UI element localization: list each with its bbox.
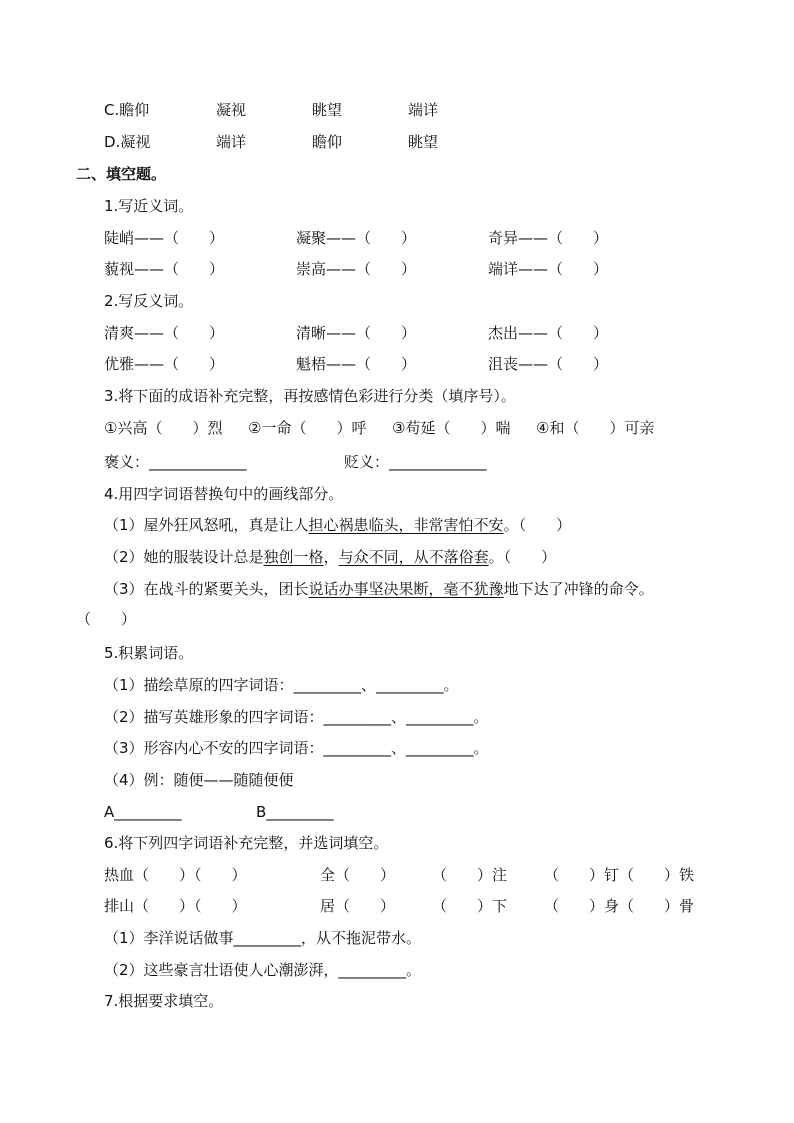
question-title: 4.用四字词语替换句中的画线部分。: [104, 485, 344, 503]
option-c-word: 端详: [408, 101, 439, 119]
sentence-text: （1）屋外狂风怒吼，真是让人: [104, 516, 309, 534]
antonym-item: 杰出——（ ）: [488, 324, 609, 342]
question-title: 3.将下面的成语补充完整，再按感情色彩进行分类（填序号）。: [104, 387, 516, 405]
option-d-word: 瞻仰: [312, 133, 343, 151]
synonym-item: 藐视——（ ）: [104, 260, 225, 278]
idiom-item: ①兴高（ ）烈: [104, 419, 223, 437]
fill-line: （2）描写英雄形象的四字词语：_________、_________。: [104, 708, 489, 726]
idiom-fill: 热血（ ）（ ）: [104, 866, 247, 884]
idiom-fill: 居（ ）: [320, 897, 396, 915]
synonym-item: 陡峭——（ ）: [104, 229, 225, 247]
fill-line: （3）形容内心不安的四字词语：_________、_________。: [104, 739, 489, 757]
antonym-item: 魁梧——（ ）: [296, 355, 417, 373]
underlined-phrase: 担心祸患临头，非常害怕不安: [308, 516, 504, 534]
synonym-item: 崇高——（ ）: [296, 260, 417, 278]
idiom-fill: 排山（ ）（ ）: [104, 897, 247, 915]
option-d-label: D.凝视: [104, 133, 151, 151]
question-title: 5.积累词语。: [104, 644, 194, 662]
underlined-phrase: 说话办事坚决果断，毫不犹豫: [308, 580, 504, 598]
antonym-item: 清晰——（ ）: [296, 324, 417, 342]
sentence-text: 。（ ）: [503, 516, 572, 534]
underlined-phrase: 独创一格: [263, 548, 324, 566]
idiom-fill: （ ）下: [432, 897, 508, 915]
sentence-text: 地下达了冲锋的命令。: [503, 580, 654, 598]
idiom-item: ④和（ ）可亲: [536, 419, 655, 437]
question-title: 1.写近义词。: [104, 197, 194, 215]
fill-blank-b: B_________: [256, 803, 334, 821]
option-d-word: 端详: [216, 133, 247, 151]
commendatory-blank: 褒义：_____________: [104, 453, 247, 471]
sentence-text: （3）在战斗的紧要关头，团长: [104, 580, 309, 598]
answer-paren: （ ）: [76, 610, 137, 628]
synonym-item: 端详——（ ）: [488, 260, 609, 278]
question-title: 6.将下列四字词语补充完整，并选词填空。: [104, 834, 389, 852]
derogatory-blank: 贬义：_____________: [344, 453, 487, 471]
question-title: 7.根据要求填空。: [104, 992, 224, 1010]
idiom-fill: 全（ ）: [320, 866, 396, 884]
sentence-1: [104, 515, 571, 535]
sentence-2: [104, 547, 556, 567]
idiom-fill: （ ）注: [432, 866, 508, 884]
fill-blank-a: A_________: [104, 803, 182, 821]
option-c-word: 凝视: [216, 101, 247, 119]
sentence-3: [104, 579, 654, 599]
antonym-item: 优雅——（ ）: [104, 355, 225, 373]
underlined-phrase: 与众不同，从不落俗套: [338, 548, 489, 566]
option-d-word: 眺望: [408, 133, 439, 151]
question-title: 2.写反义词。: [104, 292, 194, 310]
example-line: （4）例：随便——随随便便: [104, 771, 294, 789]
fill-line: （1）描绘草原的四字词语：_________、_________。: [104, 676, 459, 694]
section-title: 二、填空题。: [76, 165, 167, 183]
option-c-label: C.瞻仰: [104, 101, 150, 119]
idiom-fill: （ ）身（ ）骨: [544, 897, 695, 915]
antonym-item: 沮丧——（ ）: [488, 355, 609, 373]
antonym-item: 清爽——（ ）: [104, 324, 225, 342]
fill-sentence: （1）李洋说话做事_________，从不拖泥带水。: [104, 929, 422, 947]
fill-sentence: （2）这些豪言壮语使人心潮澎湃，_________。: [104, 961, 422, 979]
sentence-text: ，: [323, 548, 339, 566]
option-c-word: 眺望: [312, 101, 343, 119]
idiom-fill: （ ）钉（ ）铁: [544, 866, 695, 884]
idiom-item: ②一命（ ）呼: [248, 419, 367, 437]
idiom-item: ③苟延（ ）喘: [392, 419, 511, 437]
sentence-text: 。（ ）: [488, 548, 557, 566]
synonym-item: 奇异——（ ）: [488, 229, 609, 247]
synonym-item: 凝聚——（ ）: [296, 229, 417, 247]
sentence-text: （2）她的服装设计总是: [104, 548, 264, 566]
